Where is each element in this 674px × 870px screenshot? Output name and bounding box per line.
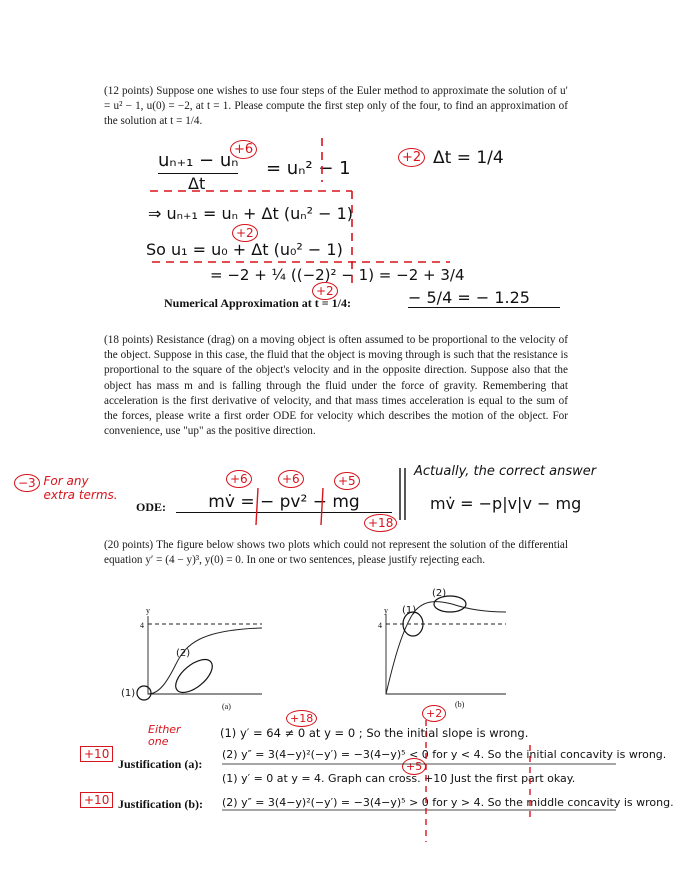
mark-plus2-p5: +2 [422,705,446,722]
fig-a-ann-1: (1) [121,688,136,699]
mark-plus18-p5: +18 [286,710,317,727]
fig-b-y-tick: 4 [378,621,382,630]
answer-label: Numerical Approximation at t = 1/4: [164,296,351,310]
justification-line-4: (2) y″ = 3(4−y)²(−y′) = −3(4−y)⁵ > 0 for y > 4. So the middle concavity is wrong. [222,796,674,809]
justification-line-3: (1) y′ = 0 at y = 4. Graph can cross. +10 Just the first part okay. [222,772,576,785]
ode-answer: mv̇ = − pv² − mg [176,492,392,513]
fig-a-ellipse [170,653,218,698]
justification-a-label: Justification (a): [118,757,203,771]
eq1-numerator: uₙ₊₁ − uₙ [158,150,239,171]
mark-plus5-p5: +5 [402,758,426,775]
justification-line-2: (2) y″ = 3(4−y)²(−y′) = −3(4−y)⁵ < 0 for y < 4. So the initial concavity is wrong. [222,748,667,761]
mark-plus18: +18 [364,514,397,532]
problem-3-text: (12 points) Suppose one wishes to use four steps of the Euler method to approximate the solution of u′ = u² − 1, u(0) = −2, at t = 1. Please compute the first step only of the four, to find an approximation of the solution at t = 1/4. [104,85,568,128]
mark-plus6-b: +6 [278,470,304,488]
fig-a-curve [148,628,262,694]
mark-plus2-eq2: +2 [232,224,258,242]
problem-5-text: (20 points) The figure below shows two plots which could not represent the solution of the differential equation y′ = (4 − y)³, y(0) = 0. In one or two sentences, please justify rejecting each. [104,539,568,567]
fig-b-y-axis-label: y [384,606,388,615]
fig-a-caption: (a) [222,702,231,711]
p3-red-dashed-box [150,138,450,285]
fig-b-ann-1: (1) [402,605,417,616]
mark-plus10-a: +10 [80,746,113,762]
mark-plus6: +6 [230,140,257,159]
eq2: ⇒ uₙ₊₁ = uₙ + Δt (uₙ² − 1) [148,204,354,223]
either-one-note: Either one [148,723,181,748]
eq4: = −2 + ¼ ((−2)² − 1) = −2 + 3/4 [210,266,465,284]
figure-b [386,602,506,694]
eq3: So u₁ = u₀ + Δt (u₀² − 1) [146,240,343,259]
mark-plus2-dt: +2 [398,148,425,167]
fig-b-caption: (b) [455,700,465,709]
actually-note: Actually, the correct answer [414,464,597,479]
penalty-text: For any extra terms. [43,474,118,502]
fig-b-axes [386,614,506,694]
figure-a [148,616,262,694]
eq1-denominator: Δt [158,173,238,193]
p4-slash-1 [256,488,258,525]
correct-answer: mv̇ = −p|v|v − mg [430,494,582,513]
fig-a-y-tick: 4 [140,621,144,630]
fig-b-ann-2: (2) [432,588,447,599]
fig-b-ellipse-1 [403,612,423,636]
fig-a-circle [137,686,151,700]
p4-slash-2 [321,488,323,525]
justification-underlines [222,764,674,810]
eq1-rhs: = uₙ² − 1 [266,158,351,179]
dt-value: Δt = 1/4 [433,148,504,168]
p4-red-marks [256,488,323,525]
ode-label: ODE: [136,500,166,514]
problem-4-text: (18 points) Resistance (drag) on a moving object is often assumed to be proportional to the velocity of the object. Suppose in this case, the fluid that the object is moving through is such that the resistance is proportional to the square of the object's velocity and in the opposite direction. Suppose also that the object has mass m and is falling through the fluid under the force of gravity. Remembering that acceleration is the first derivative of velocity, and that mass times acceleration is equal to the sum of the forces, please write a first order ODE for velocity which describes the motion of the object. For convenience, use "up" as the positive direction. [104,334,568,438]
mark-plus2-eq4: +2 [312,282,338,300]
fig-b-curve [386,602,506,694]
p5-red-dashes [426,720,530,842]
justification-b-label: Justification (b): [118,797,203,811]
fig-a-y-axis-label: y [146,606,150,615]
justification-line-1: (1) y′ = 64 ≠ 0 at y = 0 ; So the initial slope is wrong. [220,726,529,740]
mark-plus5: +5 [334,472,360,490]
mark-plus6-a: +6 [226,470,252,488]
answer-value: − 5/4 = − 1.25 [408,288,560,308]
fig-a-ann-2: (2) [176,648,191,659]
p4-double-bar [400,468,405,520]
mark-plus10-b: +10 [80,792,113,808]
penalty-mark: −3 [14,474,40,492]
